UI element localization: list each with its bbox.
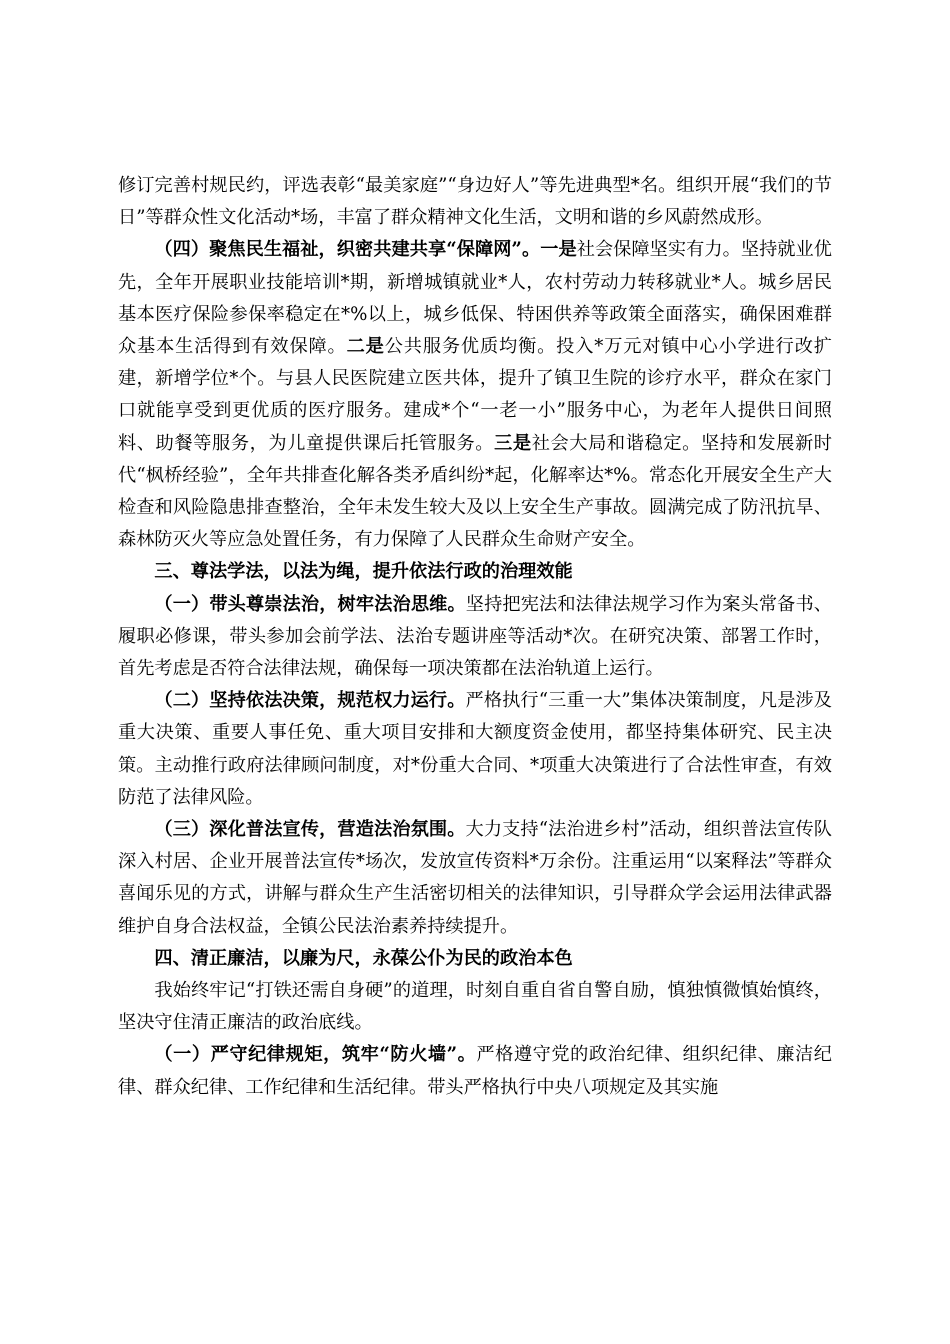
paragraph-integrity-intro (118, 975, 832, 1039)
paragraph-discipline (118, 1039, 832, 1103)
section-heading-rule-of-law: 三、尊法学法，以法为绳，提升依法行政的治理效能 (154, 561, 573, 583)
paragraph-respect-law (118, 589, 832, 686)
paragraph-text: 修订完善村规民约，评选表彰“最美家庭”“身边好人”等先进典型*名。组织开展“我们的节日”等群众性文化活动*场，丰富了群众精神文化生活，文明和谐的乡风蔚然成形。 (118, 175, 832, 229)
paragraph-text: 公共服务优质均衡。投入*万元对镇中心小学进行改扩建，新增学位*个。与县人民医院建立医共体，提升了镇卫生院的诊疗水平，群众在家门口就能享受到更优质的医疗服务。建成*个“一老一小”服务中心，为老年人提供日间照料、助餐等服务，为儿童提供课后托管服务。 (118, 336, 832, 454)
paragraph-lead: （二）坚持依法决策，规范权力运行。 (154, 690, 466, 712)
paragraph-text: 严格执行“三重一大”集体决策制度，凡是涉及重大决策、重要人事任免、重大项目安排和大额度资金使用，都坚持集体研究、民主决策。主动推行政府法律顾问制度，对*份重大合同、*项重大决策进行了合法性审查，有效防范了法律风险。 (118, 690, 832, 808)
paragraph-lead: （一）严守纪律规矩，筑牢“防火墙”。 (154, 1044, 477, 1066)
point-marker: 二是 (346, 336, 385, 358)
paragraph-lead: （四）聚焦民生福祉，织密共建共享“保障网”。 (154, 239, 541, 261)
paragraph-legal-publicity (118, 814, 832, 943)
paragraph-text: 坚持把宪法和法律法规学习作为案头常备书、履职必修课，带头参加会前学法、法治专题讲座等活动*次。在研究决策、部署工作时，首先考虑是否符合法律法规，确保每一项决策都在法治轨道上运行。 (118, 593, 832, 680)
paragraph-social-security (118, 234, 832, 556)
paragraph-lead: （三）深化普法宣传，营造法治氛围。 (154, 819, 466, 841)
paragraph-text: 大力支持“法治进乡村”活动，组织普法宣传队深入村居、企业开展普法宣传*场次，发放宣传资料*万余份。注重运用“以案释法”等群众喜闻乐见的方式，讲解与群众生产生活密切相关的法律知识，引导群众学会运用法律武器维护自身合法权益，全镇公民法治素养持续提升。 (118, 819, 832, 937)
paragraph-text: 我始终牢记“打铁还需自身硬”的道理，时刻自重自省自警自励，慎独慎微慎始慎终，坚决守住清正廉洁的政治底线。 (118, 980, 832, 1034)
paragraph-text: 社会大局和谐稳定。坚持和发展新时代“枫桥经验”，全年共排查化解各类矛盾纠纷*起，化解率达*%。常态化开展安全生产大检查和风险隐患排查整治，全年未发生较大及以上安全生产事故。圆满完成了防汛抗旱、森林防灭火等应急处置任务，有力保障了人民群众生命财产安全。 (118, 432, 832, 551)
section-heading-integrity: 四、清正廉洁，以廉为尺，永葆公仆为民的政治本色 (154, 947, 573, 969)
paragraph-lawful-decision (118, 685, 832, 814)
point-marker: 三是 (494, 432, 532, 454)
paragraph-text: 社会保障坚实有力。坚持就业优先，全年开展职业技能培训*期，新增城镇就业*人，农村劳动力转移就业*人。城乡居民基本医疗保险参保率稳定在*%以上，城乡低保、特困供养等政策全面落实，确保困难群众基本生活得到有效保障。 (118, 239, 832, 358)
point-marker: 一是 (540, 239, 577, 261)
paragraph-continued (118, 170, 832, 234)
paragraph-text: 严格遵守党的政治纪律、组织纪律、廉洁纪律、群众纪律、工作纪律和生活纪律。带头严格执行中央八项规定及其实施 (118, 1044, 832, 1098)
paragraph-lead: （一）带头尊崇法治，树牢法治思维。 (154, 593, 466, 615)
